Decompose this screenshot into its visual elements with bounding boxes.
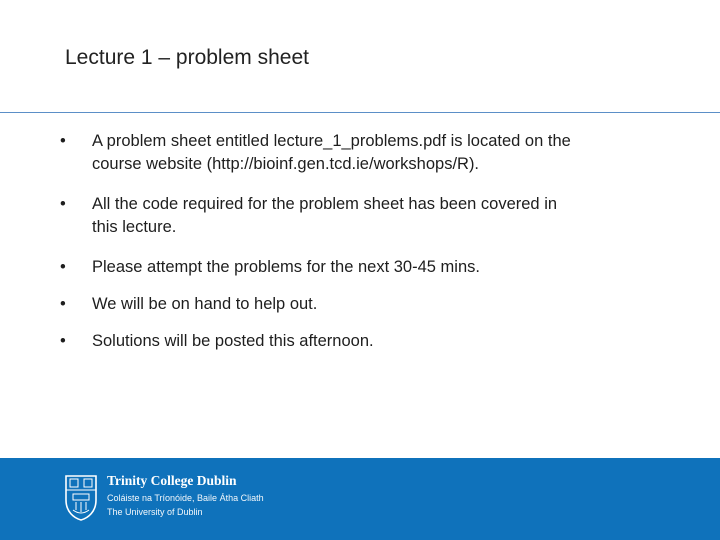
bullet-text-line: All the code required for the problem sheet has been covered in: [92, 195, 558, 213]
bullet-item: [58, 293, 658, 316]
university-wordmark: [107, 473, 264, 518]
tcd-crest-icon: [64, 474, 98, 522]
slide-title: Lecture 1 – problem sheet: [65, 46, 309, 69]
bullet-marker: •: [60, 332, 66, 350]
bullet-marker: •: [60, 295, 66, 313]
bullet-item: [58, 130, 658, 176]
bullet-text-line: A problem sheet entitled lecture_1_problems.pdf is located on the: [92, 132, 571, 150]
title-divider: [0, 112, 720, 113]
bullet-marker: •: [60, 258, 66, 276]
bullet-marker: •: [60, 195, 66, 213]
bullet-text-line: course website (http://bioinf.gen.tcd.ie/workshops/R).: [92, 155, 480, 173]
university-subtitle: The University of Dublin: [107, 507, 203, 517]
university-irish-name: Coláiste na Tríonóide, Baile Átha Cliath: [107, 493, 264, 503]
bullet-text-line: Solutions will be posted this afternoon.: [92, 332, 374, 350]
bullet-item: [58, 193, 658, 239]
bullet-text-line: We will be on hand to help out.: [92, 295, 318, 313]
bullet-item: [58, 330, 658, 353]
bullet-list: [58, 130, 658, 371]
bullet-marker: •: [60, 132, 66, 150]
footer-bar: [0, 458, 720, 540]
university-name: Trinity College Dublin: [107, 473, 237, 488]
bullet-item: [58, 256, 658, 279]
bullet-text-line: this lecture.: [92, 218, 177, 236]
bullet-text-line: Please attempt the problems for the next 30-45 mins.: [92, 258, 480, 276]
